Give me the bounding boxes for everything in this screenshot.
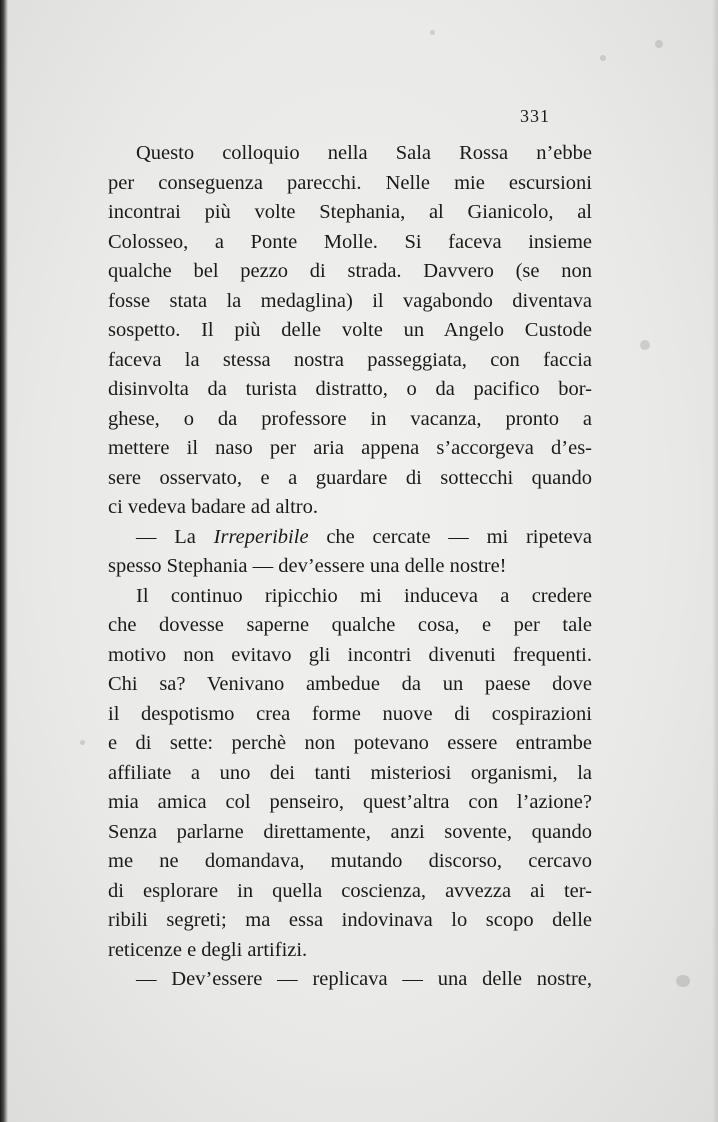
text-line: Il continuo ripicchio mi induceva a credere bbox=[136, 584, 592, 607]
text-line: qualche bel pezzo di strada. Davvero (se non bbox=[108, 260, 592, 282]
paper-speck bbox=[676, 975, 690, 987]
text-line: — Dev’essere — replicava — una delle nostre, bbox=[136, 968, 592, 990]
text-line: ci vedeva badare ad altro. bbox=[108, 496, 319, 518]
paper-speck bbox=[655, 40, 663, 48]
paper-speck bbox=[600, 55, 606, 61]
text-line: affiliate a uno dei tanti misteriosi organismi, la bbox=[108, 761, 592, 784]
text-line: di esplorare in quella coscienza, avvezza ai ter- bbox=[108, 879, 592, 902]
text-line bbox=[108, 523, 592, 553]
text-line: per conseguenza parecchi. Nelle mie escursioni bbox=[108, 171, 592, 194]
paper-speck bbox=[640, 340, 650, 350]
text-line: incontrai più volte Stephania, al Gianicolo, al bbox=[108, 201, 592, 223]
paper-speck bbox=[430, 30, 435, 35]
text-line: Senza parlarne direttamente, anzi sovente, quando bbox=[108, 820, 592, 843]
text-line: Colosseo, a Ponte Molle. Si faceva insieme bbox=[108, 230, 592, 253]
text-line: disinvolta da turista distratto, o da pacifico bor- bbox=[108, 378, 592, 400]
page-spine-shadow bbox=[0, 0, 8, 1122]
text-line: mettere il naso per aria appena s’accorgeva d’es- bbox=[108, 437, 592, 459]
text-segment: che cercate — mi ripeteva bbox=[308, 525, 592, 548]
page-edge-shadow bbox=[712, 0, 718, 1122]
text-line: Chi sa? Venivano ambedue da un paese dove bbox=[108, 673, 592, 695]
text-line: ghese, o da professore in vacanza, pronto a bbox=[108, 407, 592, 430]
text-line: Questo colloquio nella Sala Rossa n’ebbe bbox=[136, 142, 592, 164]
text-segment: — La bbox=[136, 525, 214, 548]
text-line: mia amica col penseiro, quest’altra con l’azione? bbox=[108, 791, 592, 813]
text-line: fosse stata la medaglina) il vagabondo diventava bbox=[108, 289, 592, 312]
text-line: il despotismo crea forme nuove di cospirazioni bbox=[108, 702, 592, 725]
text-line: e di sette: perchè non potevano essere entrambe bbox=[108, 732, 592, 754]
text-line: sere osservato, e a guardare di sottecchi quando bbox=[108, 466, 592, 489]
text-line: motivo non evitavo gli incontri divenuti frequenti. bbox=[108, 643, 592, 666]
text-line: ribili segreti; ma essa indovinava lo scopo delle bbox=[108, 909, 592, 931]
paper-speck bbox=[80, 740, 85, 745]
text-line: me ne domandava, mutando discorso, cercavo bbox=[108, 850, 592, 872]
page-number: 331 bbox=[520, 106, 550, 126]
text-line: faceva la stessa nostra passeggiata, con faccia bbox=[108, 348, 592, 371]
body-text bbox=[108, 139, 592, 995]
italic-title: Irreperibile bbox=[213, 525, 309, 548]
text-line: sospetto. Il più delle volte un Angelo Custode bbox=[108, 319, 592, 341]
text-line: reticenze e degli artifizi. bbox=[108, 938, 308, 961]
text-line: spesso Stephania — dev’essere una delle nostre! bbox=[108, 555, 507, 577]
text-line: che dovesse saperne qualche cosa, e per tale bbox=[108, 614, 592, 636]
